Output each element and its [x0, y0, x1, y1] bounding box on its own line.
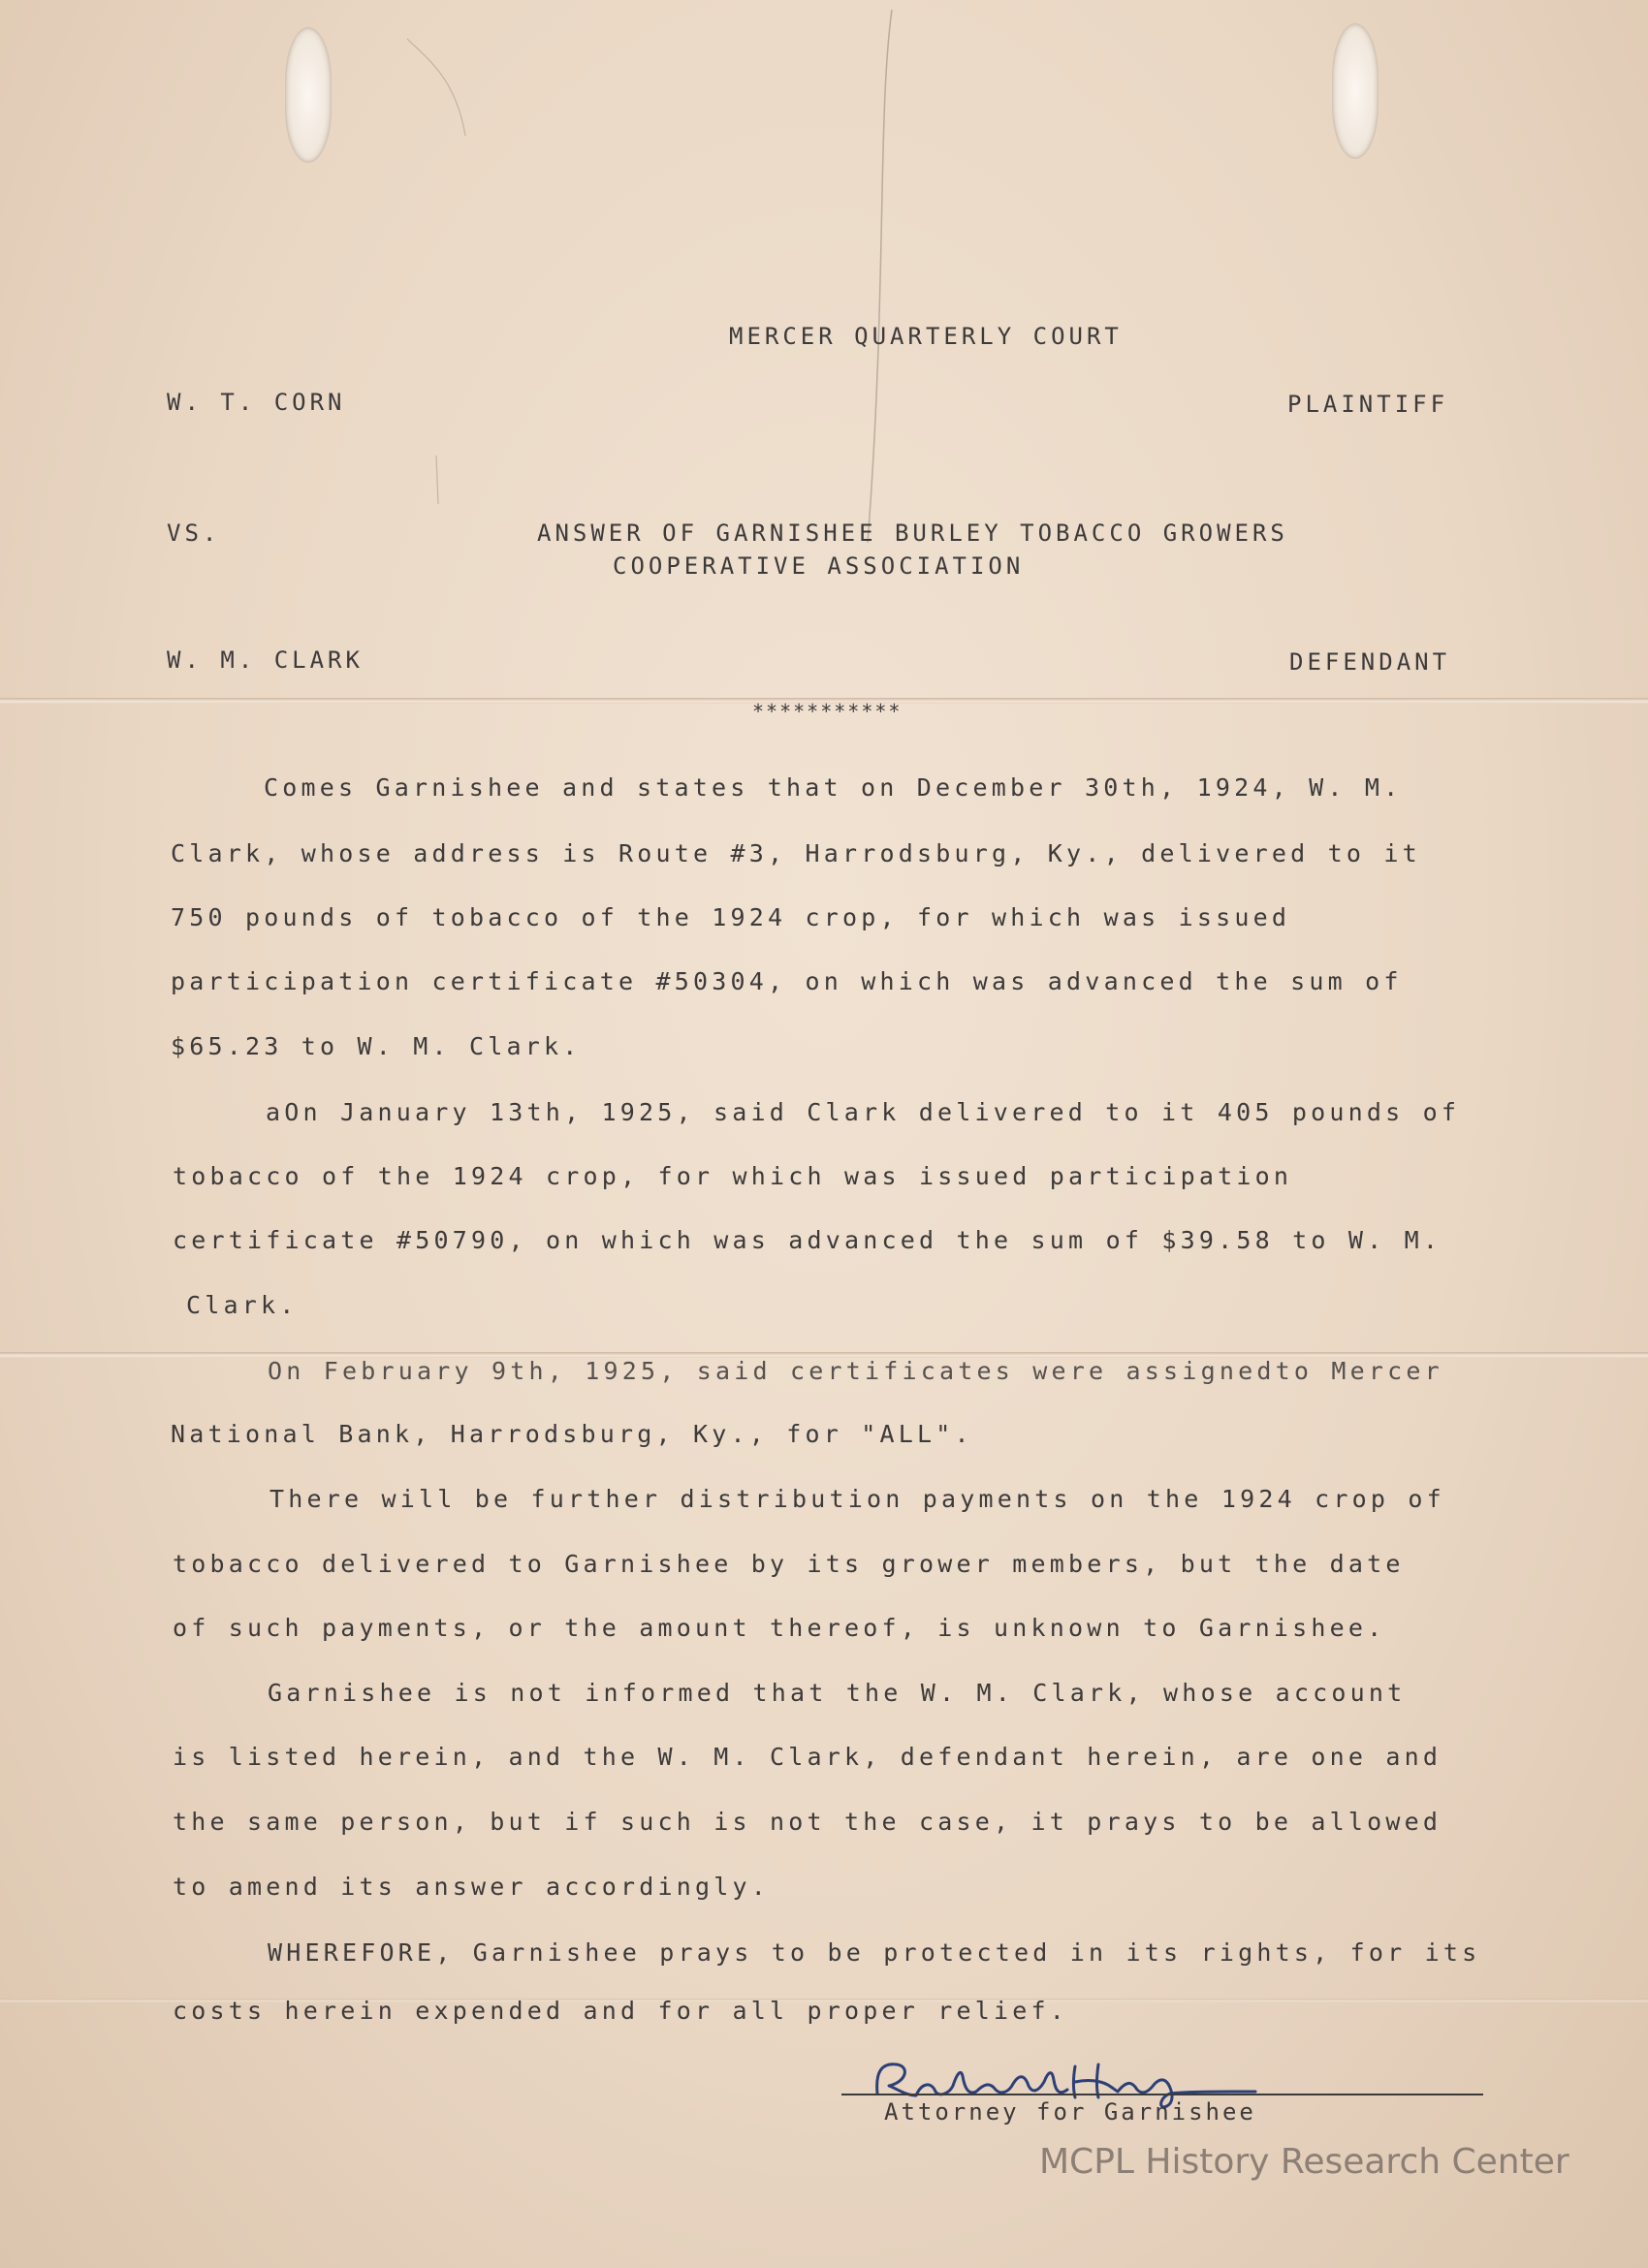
document-title-line1: ANSWER OF GARNISHEE BURLEY TOBACCO GROWERS — [537, 520, 1288, 547]
archive-watermark: MCPL History Research Center — [1039, 2142, 1569, 2182]
plaintiff-name: W. T. CORN — [167, 389, 346, 416]
body-line: Clark. — [186, 1291, 299, 1319]
body-line: to amend its answer accordingly. — [173, 1873, 771, 1901]
defendant-label: DEFENDANT — [1289, 648, 1451, 676]
body-line: participation certificate #50304, on which was advanced the sum of — [171, 967, 1403, 995]
versus-label: VS. — [167, 520, 221, 547]
body-line: costs herein expended and for all proper relief. — [173, 1997, 1069, 2025]
body-line: tobacco of the 1924 crop, for which was issued participation — [173, 1162, 1293, 1190]
plaintiff-label: PLAINTIFF — [1287, 391, 1449, 418]
body-line: of such payments, or the amount thereof, is unknown to Garnishee. — [173, 1614, 1386, 1642]
body-line: certificate #50790, on which was advanced the sum of $39.58 to W. M. — [173, 1226, 1442, 1254]
body-line: $65.23 to W. M. Clark. — [171, 1032, 582, 1060]
body-line: Clark, whose address is Route #3, Harrodsburg, Ky., delivered to it — [171, 839, 1421, 867]
body-line: WHEREFORE, Garnishee prays to be protected in its rights, for its — [268, 1938, 1481, 1967]
body-line: On February 9th, 1925, said certificates were assignedto Mercer — [268, 1357, 1443, 1385]
attorney-title: Attorney for Garnishee — [884, 2098, 1256, 2126]
body-line: There will be further distribution payments on the 1924 crop of — [269, 1485, 1445, 1513]
document-title-line2: COOPERATIVE ASSOCIATION — [613, 552, 1025, 580]
body-line: Comes Garnishee and states that on December 30th, 1924, W. M. — [264, 773, 1403, 802]
separator: *********** — [752, 700, 903, 723]
body-line: 750 pounds of tobacco of the 1924 crop, for which was issued — [171, 903, 1291, 931]
court-title: MERCER QUARTERLY COURT — [729, 323, 1123, 350]
signature-line — [841, 2094, 1483, 2095]
body-line: the same person, but if such is not the case, it prays to be allowed — [173, 1808, 1442, 1836]
body-line: National Bank, Harrodsburg, Ky., for "ALL". — [171, 1420, 973, 1448]
defendant-name: W. M. CLARK — [167, 646, 364, 674]
body-line: aOn January 13th, 1925, said Clark delivered to it 405 pounds of — [266, 1098, 1461, 1126]
body-line: tobacco delivered to Garnishee by its grower members, but the date — [173, 1550, 1405, 1578]
body-line: Garnishee is not informed that the W. M. Clark, whose account — [268, 1679, 1407, 1707]
body-line: is listed herein, and the W. M. Clark, defendant herein, are one and — [173, 1743, 1442, 1771]
